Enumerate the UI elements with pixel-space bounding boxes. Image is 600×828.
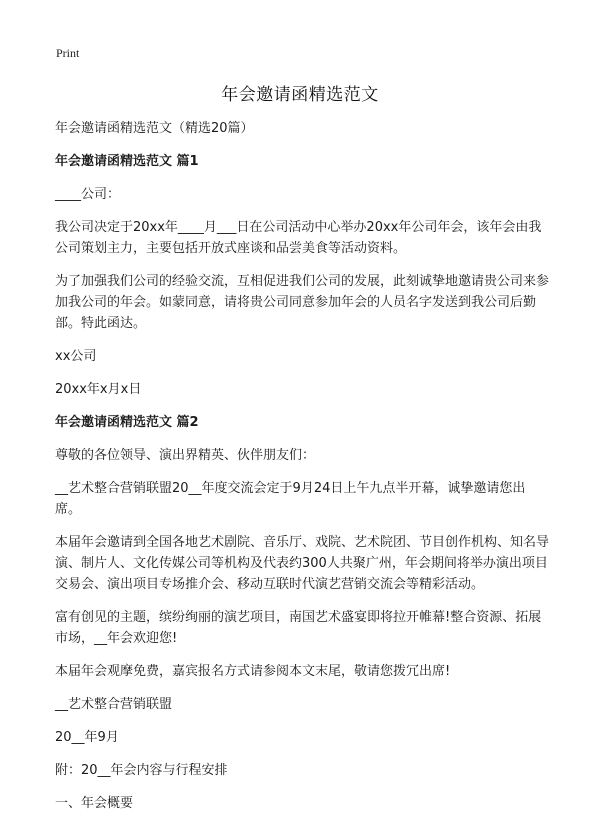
paragraph: 我公司决定于20xx年____月___日在公司活动中心举办20xx年公司年会，该年会由我公司策划主力，主要包括开放式座谈和品尝美食等活动资料。 (55, 220, 542, 256)
paragraph: 为了加强我们公司的经验交流，互相促进我们公司的发展，此刻诚挚地邀请贵公司来参加我公司的年会。如蒙同意，请将贵公司同意参加年会的人员名字发送到我公司后勤部。特此函达。 (55, 274, 550, 331)
page-title: 年会邀请函精选范文 (221, 85, 379, 105)
section-heading-2: 年会邀请函精选范文 篇2 (55, 415, 199, 430)
document-body (55, 118, 549, 826)
appendix-heading: 一、年会概要 (55, 796, 134, 811)
appendix-line: 附：20__年会内容与行程安排 (55, 763, 228, 778)
paragraph: 富有创见的主题，缤纷绚丽的演艺项目，南国艺术盛宴即将拉开帷幕!整合资源、拓展市场，__年会欢迎您! (55, 610, 542, 646)
paragraph: __艺术整合营销联盟20__年度交流会定于9月24日上午九点半开幕，诚挚邀请您出席。 (55, 481, 526, 517)
paragraph: 本届年会观摩免费，嘉宾报名方式请参阅本文末尾，敬请您拨冗出席! (55, 664, 451, 679)
salutation: 尊敬的各位领导、演出界精英、伙伴朋友们： (55, 448, 316, 463)
signature-company: xx公司 (55, 349, 97, 364)
section-heading-1: 年会邀请函精选范文 篇1 (55, 154, 199, 169)
print-label: Print (56, 46, 80, 60)
salutation: ____公司： (55, 187, 121, 202)
signature-date: 20xx年x月x日 (55, 382, 142, 397)
subtitle: 年会邀请函精选范文（精选20篇） (55, 121, 254, 136)
paragraph: 本届年会邀请到全国各地艺术剧院、音乐厅、戏院、艺术院团、节目创作机构、知名导演、制片人、文化传媒公司等机构及代表约300人共聚广州，年会期间将举办演出项目交易会、演出项目专场推介会、移动互联时代演艺营销交流会等精彩活动。 (55, 535, 550, 592)
signature-date: 20__年9月 (55, 730, 119, 745)
signature-organization: __艺术整合营销联盟 (55, 697, 173, 712)
